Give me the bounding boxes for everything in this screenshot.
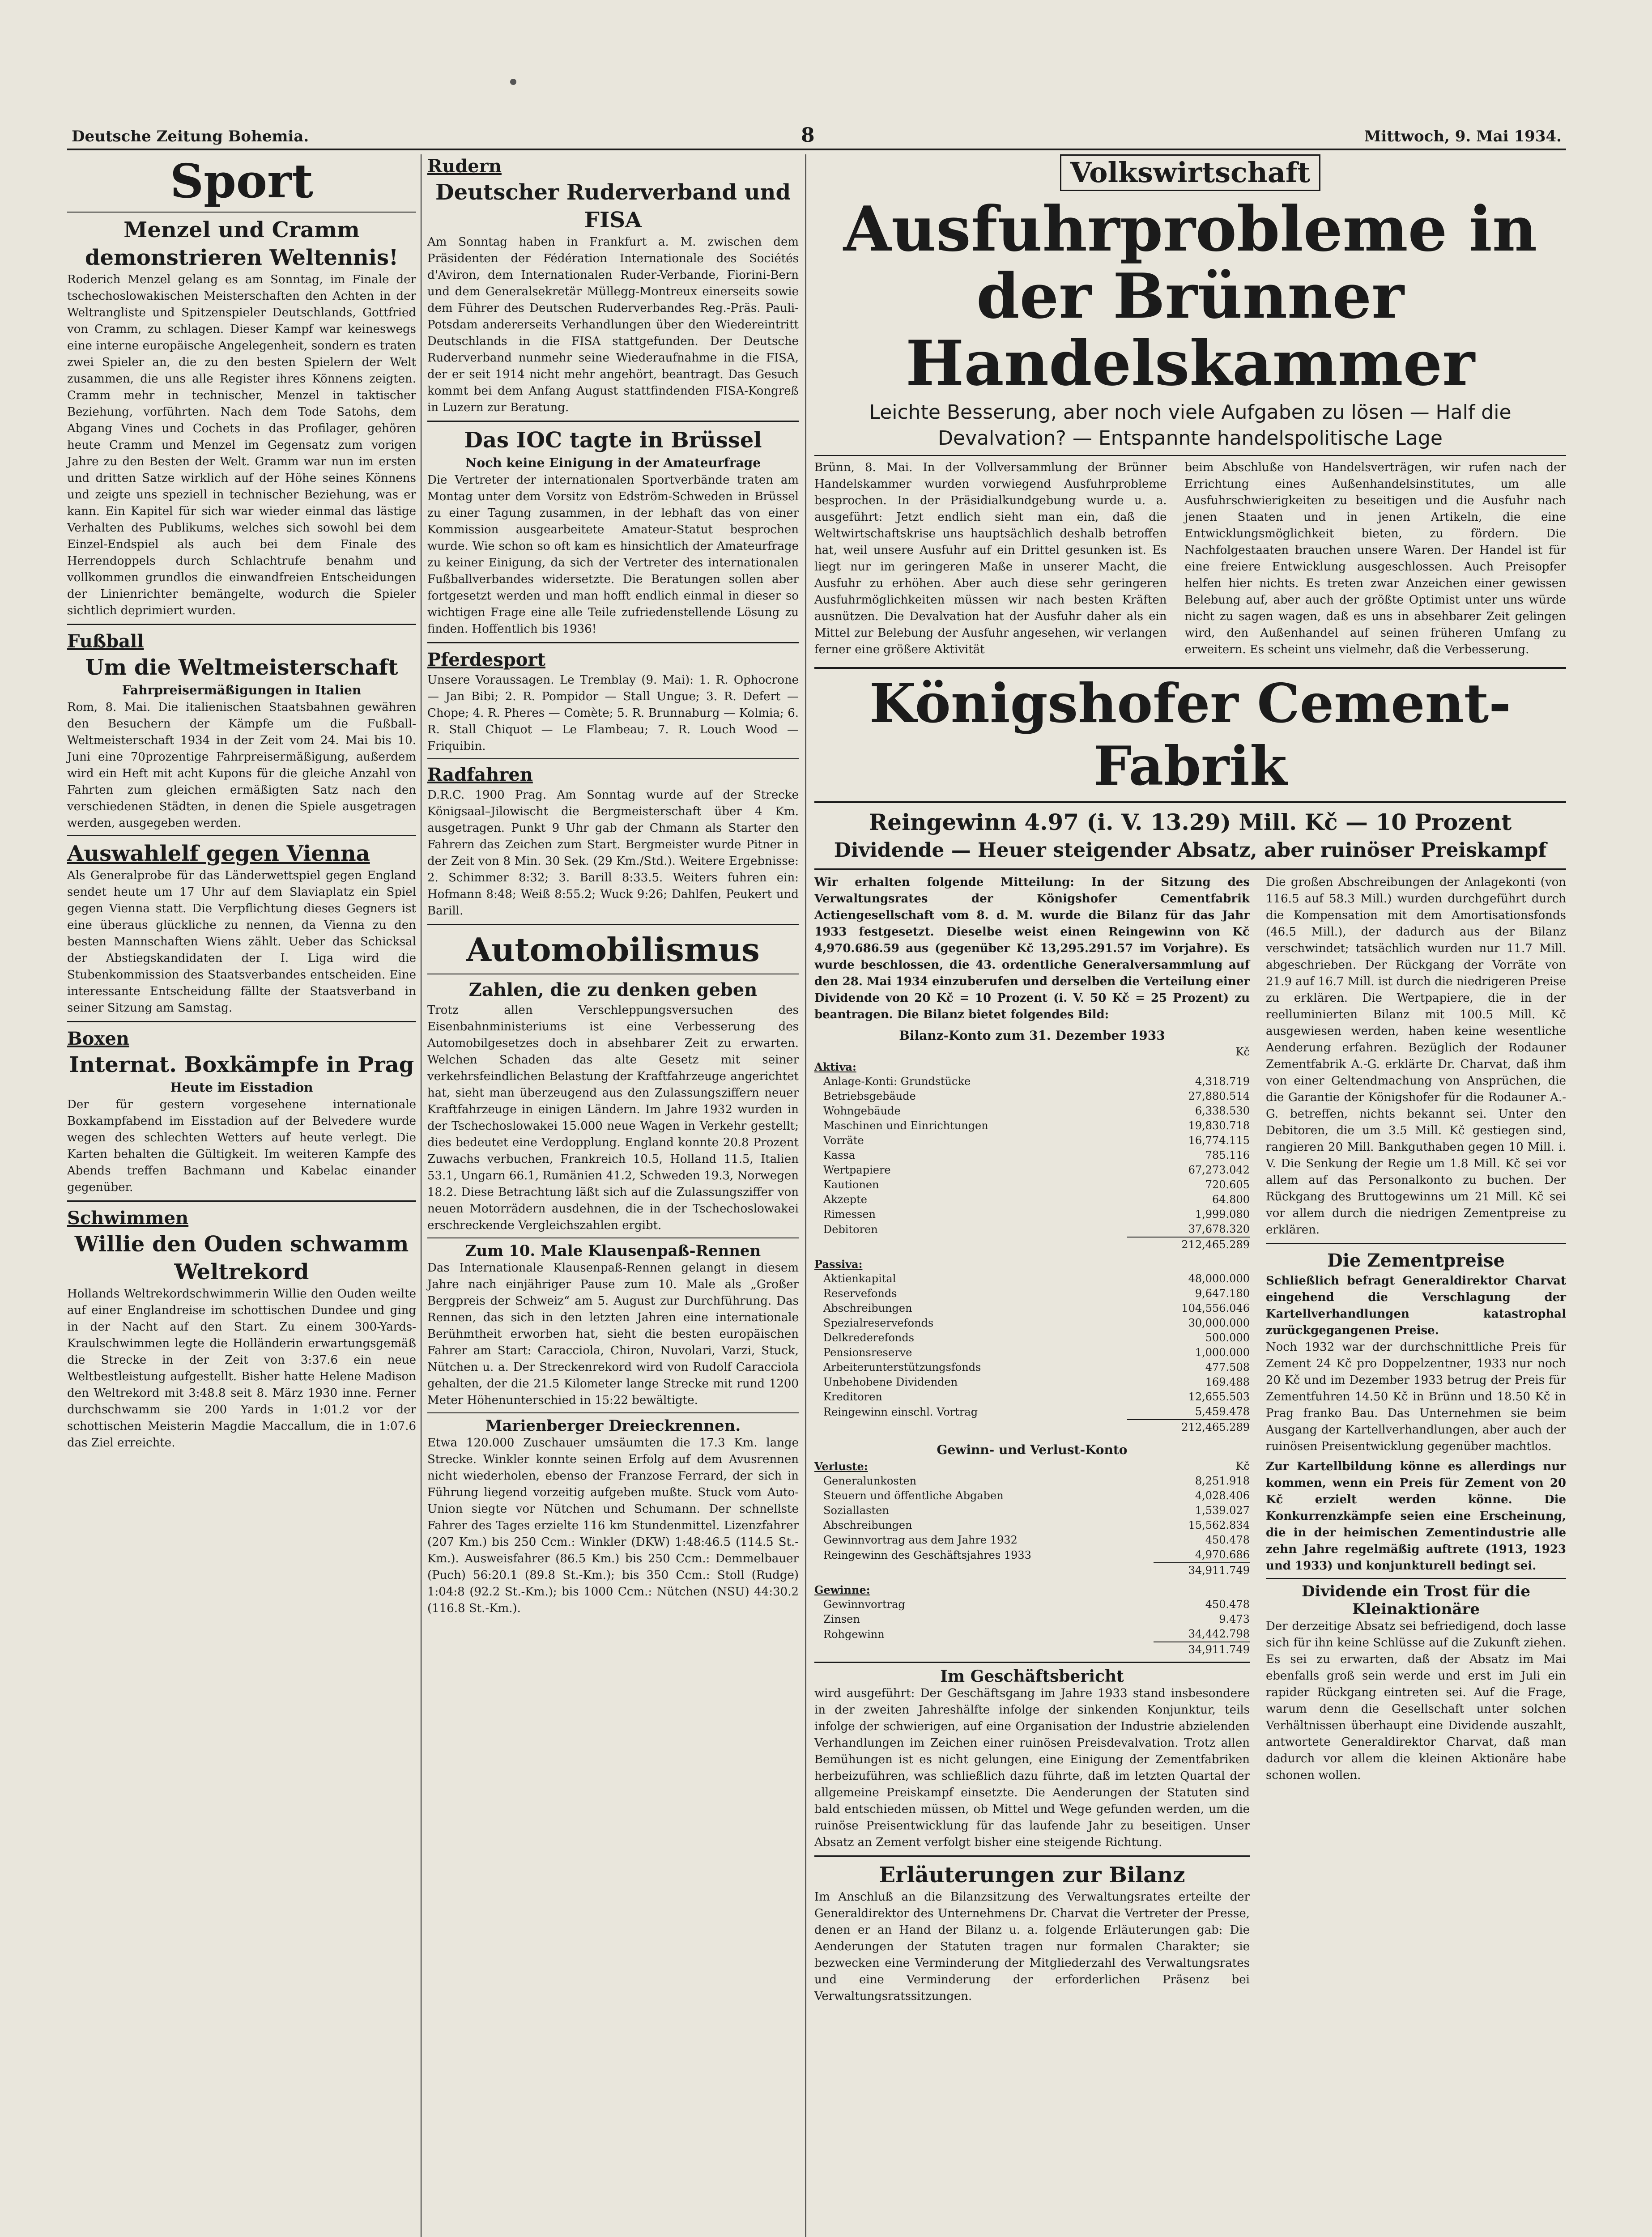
row-value: 12,655.503 <box>1188 1391 1250 1403</box>
table-row <box>814 1518 1250 1533</box>
zahlen-article: Trotz allen Verschleppungsversuchen des Eisenbahnministeriums ist eine Verbesserung des Automobilgesetzes doch in absehbarer Zeit zu erwarten. Welchen Schaden das alte Gesetz mit seiner verkehrsfeindlichen Belastung der Kraftfahrzeuge angerichtet hat, sieht man überzeugend aus den Zulassungsziffern neuer Kraftfahrzeuge in einigen Ländern. Im Jahre 1932 wurden in der Tschechoslowakei 15.000 neue Wagen in Verkehr gestellt; dies bedeutet eine Verdopplung. England konnte 20.8 Prozent Zuwachs verbuchen, Frankreich 10.5, Holland 11.5, Italien 53.1, Ungarn 66.1, Rumänien 41.2, Schweden 19.3, Norwegen 18.2. Diese Betrachtung läßt sich auf die Zulassungsziffer von neuen Motorrädern ausdehnen, die in der Tschechoslowakei erschreckende Vergleichszahlen ergibt. <box>427 1004 799 1232</box>
row-label: Anlage-Konti: Grundstücke <box>823 1075 971 1088</box>
row-value: 6,338.530 <box>1195 1105 1250 1117</box>
row-value: 19,830.718 <box>1188 1119 1250 1132</box>
row-value: 48,000.000 <box>1188 1272 1250 1285</box>
cement-subheadline-2: Dividende — Heuer steigender Absatz, aber ruinöser Preiskampf <box>834 839 1547 862</box>
table-row <box>814 1272 1250 1286</box>
row-label: Vorräte <box>823 1134 864 1147</box>
table-row <box>814 1597 1250 1612</box>
ioc-article: Die Vertreter der internationalen Sportverbände traten am Montag unter dem Vorsitz von Edström-Schweden in Brüssel zu einer Tagung zusammen, in der lebhaft das von einer Kommission ausgearbeitete Amateur-Statut besprochen wurde. Wie schon so oft kam es hinsichtlich der Amateurfrage zu keiner Einigung, da sich der Vertreter des internationalen Fußballverbandes widersetzte. Die Beratungen sollen aber fortgesetzt werden und man hofft endlich einmal in dieser so wichtigen Frage eine alle Teile zufriedenstellende Lösung zu finden. Hoffentlich bis 1936! <box>427 473 799 636</box>
divider <box>67 1200 416 1202</box>
row-value: 477.508 <box>1205 1361 1250 1374</box>
table-row <box>814 1089 1250 1104</box>
wm-headline: Um die Weltmeisterschaft <box>85 655 398 680</box>
row-value: 450.478 <box>1205 1598 1250 1611</box>
row-label: Akzepte <box>823 1193 867 1206</box>
column-divider <box>805 154 806 2237</box>
row-label: Maschinen und Einrichtungen <box>823 1119 988 1132</box>
row-label: Rohgewinn <box>823 1628 885 1641</box>
divider <box>67 212 416 213</box>
swim-headline: Willie den Ouden schwamm Weltrekord <box>74 1232 409 1284</box>
table-row <box>814 1474 1250 1488</box>
table-row <box>814 1316 1250 1331</box>
table-row <box>814 1207 1250 1222</box>
row-value: 1,539.027 <box>1195 1504 1250 1517</box>
divider <box>1266 1578 1566 1579</box>
divider <box>1266 1243 1566 1244</box>
table-row <box>814 1345 1250 1360</box>
cement-subheadline-1: Reingewinn 4.97 (i. V. 13.29) Mill. Kč — 10 Prozent <box>869 809 1512 835</box>
bilanz-title: Bilanz-Konto zum 31. Dezember 1933 <box>899 1028 1165 1043</box>
divider <box>427 924 799 925</box>
row-value: 4,028.406 <box>1195 1489 1250 1502</box>
rudern-article: Am Sonntag haben in Frankfurt a. M. zwischen dem Präsidenten der Fédération Internationale des Sociétés d'Aviron, dem Internationalen Ruder-Verbande, Fiorini-Bern und dem Generalsekretär Müllegg-Montreux einerseits sowie dem Führer des Deutschen Ruderverbandes Reg.-Präs. Pauli-Potsdam andererseits Verhandlungen über den Wiedereintritt Deutschlands in die FISA stattgefunden. Der Deutsche Ruderverband nunmehr seine Wiederaufnahme in die FISA, der er seit 1914 nicht mehr angehört, beantragt. Das Gesuch kommt bei dem Anfang August stattfindenden FISA-Kongreß in Luzern zur Beratung. <box>427 235 799 414</box>
section-rudern: Rudern <box>427 156 502 177</box>
row-value: 169.488 <box>1205 1376 1250 1388</box>
erlaeuterungen-headline: Erläuterungen zur Bilanz <box>879 1863 1185 1888</box>
auswahl-article: Als Generalprobe für das Länderwettspiel gegen England sendet heute um 17 Uhr auf dem Slaviaplatz ein Spiel gegen Vienna statt. Die Verpflichtung dieses Gegners ist eine überaus glückliche zu nennen, da Vienna zu den besten Mannschaften Wiens zählt. Ueber das Schicksal der Abstiegskandidaten der I. Liga wird die Stubenkommission des Staatsverbandes entscheiden. Eine interessante Entscheidung fällte der Staatsverband in seiner Sitzung am Samstag. <box>67 869 416 1015</box>
row-value: 8,251.918 <box>1195 1475 1250 1487</box>
row-value: 4,318.719 <box>1195 1075 1250 1088</box>
table-row <box>814 1488 1250 1503</box>
economy-column <box>814 154 1566 2005</box>
marien-headline: Marienberger Dreieckrennen. <box>485 1417 741 1435</box>
row-label: Kreditoren <box>823 1391 882 1403</box>
pferde-article: Unsere Voraussagen. Le Tremblay (9. Mai): 1. R. Ophocrone — Jan Bibi; 2. R. Pompidor — Stall Ungue; 3. R. Defert — Chope; 4. R. Pheres — Comète; 5. R. Brunnaburg — Kolmia; 6. R. Stall Chiquot — Le Flambeau; 7. R. Louch Wood — Friquibin. <box>427 673 799 753</box>
bilanz-commentary: Die großen Abschreibungen der Anlagekonti (von 116.5 auf 58.3 Mill.) wurden durchgeführt durch die Kompensation mit dem Amortisationsfonds (46.5 Mill.), der dadurch aus der Bilanz verschwindet; tatsächlich wurden nur 11.7 Mill. abgeschrieben. Der Rückgang der Vorräte von 21.9 auf 16.7 Mill. ist durch die niedrigeren Preise zu erklären. Die Wertpapiere, die in der reelluminierten Bilanz mit 100.5 Mill. Kč ausgewiesen werden, haben keine wesentliche Aenderung erfahren. Bezüglich der Rodauner Zementfabrik A.-G. erklärte Dr. Charvat, daß ihm von einer Geltendmachung von Ansprüchen, die die Garantie der Königshofer für die Rodauner A.-G. betreffen, nichts bekannt sei. Unter den Debitoren, die um 3.5 Mill. Kč gestiegen sind, rangieren 20 Mill. Bankguthaben gegen 10 Mill. i. V. Die Senkung der Regie um 1.8 Mill. Kč sei vor allem auf das Personalkonto zu buchen. Der Rückgang des Bruttogewinns um 21 Mill. Kč sei vor allem durch die niedrigen Zementpreise zu erklären. <box>1265 876 1566 1237</box>
aktiva-total: 212,465.289 <box>1127 1237 1250 1252</box>
row-value: 500.000 <box>1205 1331 1250 1344</box>
zahlen-headline: Zahlen, die zu denken geben <box>468 979 758 1000</box>
section-title-sport: Sport <box>170 153 314 208</box>
table-row <box>814 1404 1250 1420</box>
divider <box>67 1021 416 1022</box>
marien-article: Etwa 120.000 Zuschauer umsäumten die 17.3 Km. lange Strecke. Winkler konnte seinen Erfolg auf dem Avusrennen nicht wiederholen, ebenso der Franzose Ferrard, der sich in Führung liegend vorzeitig aufgeben mußte. Stuck vom Auto-Union siegte vor Nütchen und Schumann. Der schnellste Fahrer des Tages erzielte 116 km Stundenmittel. Lizenzfahrer (207 Km.) bis 250 Ccm.: Winkler (DKW) 1:48:46.5 (114.5 St.-Km.). Ausweisfahrer (86.5 Km.) bis 250 Ccm.: Demmelbauer (Puch) 56:20.1 (89.8 St.-Km.); bis 350 Ccm.: Stoll (Rudge) 1:04:8 (92.2 St.-Km.); bis 1000 Ccm.: Nütchen (NSU) 44:30.2 (116.8 St.-Km.). <box>427 1436 799 1615</box>
verluste-total: 34,911.749 <box>1154 1563 1250 1578</box>
row-value: 64.800 <box>1212 1193 1250 1206</box>
row-value: 37,678.320 <box>1188 1223 1250 1235</box>
row-label: Kautionen <box>823 1178 879 1191</box>
klausen-headline: Zum 10. Male Klausenpaß-Rennen <box>465 1242 761 1260</box>
bilanz-table <box>814 1045 1250 1435</box>
wm-article: Rom, 8. Mai. Die italienischen Staatsbahnen gewähren den Besuchern der Kämpfe um die Fußball-Weltmeisterschaft 1934 in der Zeit vom 24. Mai bis 10. Juni eine 70prozentige Fahrpreisermäßigung, außerdem wird ein Heft mit acht Kupons für die gleiche Anzahl von Fahrten zum gleichen ermäßigten Satz nach den verschiedenen Städten, in denen die Spiele ausgetragen werden, ausgegeben werden. <box>67 701 416 830</box>
wm-subheadline: Fahrpreisermäßigungen in Italien <box>122 683 362 697</box>
guv-table <box>814 1459 1250 1657</box>
box-headline: Internat. Boxkämpfe in Prag <box>69 1052 414 1077</box>
rad-article: D.R.C. 1900 Prag. Am Sonntag wurde auf der Strecke Königsaal–Jilowischt die Bergmeisterschaft über 4 Km. ausgetragen. Punkt 9 Uhr gab der Chmann als Starter den Fahrern das Zeichen zum Start. Bergmeister wurde Pitner in der Zeit von 8 Min. 30 Sek. (29 Km./Std.). Weitere Ergebnisse: 2. Schimmer 8:32; 3. Barill 8:33.5. Weiters fuhren ein: Hofmann 8:48; Weiß 8:55.2; Wuck 9:26; Dahlfen, Peukert und Barill. <box>427 788 799 918</box>
row-label: Unbehobene Dividenden <box>823 1376 958 1388</box>
currency-label: Kč <box>1235 1046 1250 1058</box>
table-row <box>814 1533 1250 1548</box>
currency-label: Kč <box>1235 1460 1250 1472</box>
table-row <box>814 1360 1250 1375</box>
row-value: 785.116 <box>1205 1149 1250 1161</box>
box-subheadline: Heute im Eisstadion <box>170 1080 313 1095</box>
passiva-total: 212,465.289 <box>1127 1420 1250 1435</box>
issue-date: Mittwoch, 9. Mai 1934. <box>1364 128 1562 145</box>
auswahl-headline: Auswahlelf gegen Vienna <box>67 841 370 866</box>
cement-intro: Wir erhalten folgende Mitteilung: In der Sitzung des Verwaltungsrates der Königshofer Cementfabrik Actiengesellschaft vom 8. d. M. wurde die Bilanz für das Jahr 1933 festgesetzt. Dieselbe weist einen Reingewinn von Kč 4,970.686.59 aus (gegenüber Kč 13,295.291.57 im Vorjahre). Es wurde beschlossen, die 43. ordentliche Generalversammlung auf den 28. Mai 1934 einzuberufen und derselben die Verteilung einer Dividende von 20 Kč = 10 Prozent (i. V. 50 Kč = 25 Prozent) zu beantragen. Die Bilanz bietet folgendes Bild: <box>814 876 1250 1021</box>
row-label: Aktienkapital <box>823 1272 896 1285</box>
row-label: Gewinnvortrag aus dem Jahre 1932 <box>823 1534 1018 1546</box>
table-row <box>814 1390 1250 1404</box>
page-number: 8 <box>801 124 815 147</box>
economy-article-right: beim Abschluße von Handelsverträgen, wir rufen nach der Errichtung eines Außenhandelsinstitutes, um alle Ausfuhrschwierigkeiten zu beseitigen und die Ausfuhr nach jenen Staaten und in jenen Artikeln, die eine Entwicklungsmöglichkeit bieten, zu fördern. Die Nachfolgestaaten brauchen unsere Waren. Der Handel ist für eine freiere Entwicklung ausgeschlossen. Auch Preisopfer helfen hier nichts. Es treten zwar Anzeichen einer gewissen Belebung auf, aber auch der größte Optimist unter uns würde nicht zu sagen wagen, daß es uns in absehbarer Zeit gelingen wird, den Außenhandel auf seinen früheren Umfang zu erweitern. Es scheint uns vielmehr, daß die Verbesserung. <box>1184 461 1566 656</box>
section-volkswirtschaft: Volkswirtschaft <box>1060 154 1321 191</box>
table-row <box>814 1331 1250 1345</box>
row-label: Betriebsgebäude <box>823 1090 916 1102</box>
row-label: Arbeiterunterstützungsfonds <box>823 1361 981 1374</box>
guv-title: Gewinn- und Verlust-Konto <box>937 1442 1128 1457</box>
divider <box>814 1855 1250 1857</box>
dividende-article: Der derzeitige Absatz sei befriedigend, doch lasse sich für ihn keine Schlüsse auf die Zukunft ziehen. Es sei zu erwarten, daß der Absatz im Mai ebenfalls groß sein werde und erst im Juli ein rapider Rückgang eintreten sei. Auf die Frage, warum denn die Gesellschaft unter solchen Verhältnissen überhaupt eine Dividende auszahlt, antwortete Generaldirektor Charvat, daß man dadurch vor allem die kleinen Aktionäre habe schonen wollen. <box>1265 1620 1566 1782</box>
ioc-subheadline: Noch keine Einigung in der Amateurfrage <box>465 455 761 470</box>
row-label: Wertpapiere <box>823 1164 891 1176</box>
row-label: Reservefonds <box>823 1287 897 1300</box>
divider <box>814 455 1566 456</box>
divider <box>67 624 416 625</box>
row-value: 15,562.834 <box>1188 1519 1250 1531</box>
kartell-lead: Zur Kartellbildung könne es allerdings nur kommen, wenn ein Preis für Zement von 20 Kč erzielt werden könne. Die Konkurrenzkämpfe seien eine Erscheinung, die in der heimischen Zementindustrie alle zehn Jahre regelmäßig auftrete (1913, 1923 und 1933) und konjunkturell bedingt sei. <box>1265 1460 1566 1573</box>
divider <box>67 835 416 836</box>
row-label: Kassa <box>823 1149 856 1161</box>
divider <box>814 1662 1250 1663</box>
zementpreise-article: Noch 1932 war der durchschnittliche Preis für Zement 24 Kč pro Doppelzentner, 1933 nur noch 20 Kč und im Dezember 1933 betrug der Preis für Zementfuhren 14.50 Kč in Brünn und 18.50 Kč in Prag franko Bau. Das Unternehmen sie beim Ausgang der Kartellverhandlungen, aber auch der ruinösen Preisentwicklung gegenüber machtlos. <box>1265 1340 1566 1453</box>
row-value: 720.605 <box>1205 1178 1250 1191</box>
row-value: 27,880.514 <box>1188 1090 1250 1102</box>
paper-name: Deutsche Zeitung Bohemia. <box>72 128 309 145</box>
bericht-article: wird ausgeführt: Der Geschäftsgang im Jahre 1933 stand insbesondere in der zweiten Jahreshälfte infolge der sinkenden Konjunktur, teils infolge der schwierigen, auf eine Organisation der Industrie abzielenden Verhandlungen im Zeichen einer ruinösen Preisdevalvation. Trotz allen Bemühungen ist es nicht gelungen, eine Einigung der Zementfabriken herbeizuführen, was schließlich dazu führte, daß im letzten Quartal der allgemeine Preiskampf einsetzte. Die Aenderungen der Statuten sind bald entschieden müssen, ob Mittel und Wege gefunden werden, um die ruinöse Preisentwicklung für das laufende Jahr zu beseitigen. Unser Absatz an Zement verfolgt bisher eine steigende Richtung. <box>814 1687 1250 1849</box>
divider <box>427 1412 799 1413</box>
row-value: 30,000.000 <box>1188 1317 1250 1329</box>
economy-subheadline: Leichte Besserung, aber noch viele Aufgaben zu lösen — Half die Devalvation? — Entspannte handelspolitische Lage <box>869 401 1511 450</box>
sport-column <box>67 154 416 1451</box>
klausen-article: Das Internationale Klausenpaß-Rennen gelangt in diesem Jahre nach einjähriger Pause zum 10. Male als „Großer Bergpreis der Schweiz“ am 5. August zur Durchführung. Das Rennen, das sich in den letzten Jahren eine internationale Berühmtheit erworben hat, sieht die besten europäischen Fahrer am Start: Caracciola, Chiron, Nuvolari, Varzi, Stuck, Nütchen u. a. Der Streckenrekord wird von Rudolf Caracciola gehalten, der die 21.5 Kilometer lange Strecke mit rund 1200 Meter Höhenunterschied in 15:22 bewältigte. <box>427 1261 799 1407</box>
table-row <box>814 1301 1250 1316</box>
cement-headline: Königshofer Cement-Fabrik <box>869 672 1511 798</box>
swim-article: Hollands Weltrekordschwimmerin Willie den Ouden weilte auf einer Englandreise im schottischen Dundee und ging in der Nacht auf den Start. Zu einem 300-Yards-Kraulschwimmen legte die Holländerin erwartungsgemäß die Strecke in der Zeit von 3:37.6 ein neue Weltbestleistung aufgestellt. Bisher hatte Helene Madison den Weltrekord mit 3:48.8 seit 8. März 1930 inne. Ferner durchschwamm sie 200 Yards in 1:01.2 vor der schottischen Meisterin Magdie Maccallum, die in 1:07.6 das Ziel erreichte. <box>67 1287 416 1450</box>
table-row <box>814 1222 1250 1237</box>
divider <box>427 421 799 422</box>
row-value: 9.473 <box>1219 1613 1250 1625</box>
row-label: Rimessen <box>823 1208 876 1221</box>
row-label: Debitoren <box>823 1223 878 1236</box>
row-label: Pensionsreserve <box>823 1346 912 1359</box>
aktiva-label: Aktiva: <box>814 1060 856 1073</box>
table-row <box>814 1627 1250 1642</box>
section-schwimmen: Schwimmen <box>67 1208 189 1229</box>
erlaeuterungen-article: Im Anschluß an die Bilanzsitzung des Verwaltungsrates erteilte der Generaldirektor des Unternehmens Dr. Charvat die Vertreter der Presse, denen er an Hand der Bilanz u. a. folgende Erläuterungen gab: Die Aenderungen der Statuten tragen nur formalen Charakter; sie bezwecken eine Verminderung der Mitgliederzahl des Verwaltungsrates und eine Verminderung der erforderlichen Präsenz bei Verwaltungsratssitzungen. <box>814 1890 1250 2003</box>
table-row <box>814 1548 1250 1563</box>
row-value: 67,273.042 <box>1188 1164 1250 1176</box>
table-row <box>814 1118 1250 1133</box>
row-label: Spezialreservefonds <box>823 1317 934 1329</box>
row-label: Abschreibungen <box>823 1519 912 1531</box>
row-label: Wohngebäude <box>823 1105 901 1117</box>
gewinne-total: 34,911.749 <box>1154 1642 1250 1657</box>
punch-hole <box>510 79 516 85</box>
zementpreise-lead: Schließlich befragt Generaldirektor Charvat eingehend die Verschlagung der Kartellverhandlungen katastrophal zurückgegangenen Preise. <box>1265 1274 1566 1337</box>
section-automobilismus: Automobilismus <box>466 931 760 969</box>
bericht-headline: Im Geschäftsbericht <box>940 1667 1124 1686</box>
table-row <box>814 1163 1250 1178</box>
table-row <box>814 1612 1250 1627</box>
row-value: 9,647.180 <box>1195 1287 1250 1300</box>
row-value: 1,999.080 <box>1195 1208 1250 1221</box>
row-value: 4,970.686 <box>1195 1548 1250 1561</box>
row-value: 16,774.115 <box>1188 1134 1250 1147</box>
menzel-article: Roderich Menzel gelang es am Sonntag, im Finale der tschechoslowakischen Meisterschaften den Achten in der Weltrangliste und Spitzenspieler Deutschlands, Gottfried von Cramm, zu schlagen. Dieser Kampf war keineswegs eine interne europäische Angelegenheit, sondern es traten zwei Spieler an, die zu den besten Spielern der Welt zusammen, die uns alle Register ihres Könnens zeigten. Cramm mehr in technischer, Menzel in taktischer Beziehung, vorführten. Nach dem Tode Satohs, dem Abgang Vines und Cochets in das Profilager, gehören heute Cramm und Menzel im Gegensatz zum vorigen Jahre zu den Besten der Welt. Gramm war nun im ersten und dritten Satze wirklich auf der Höhe seines Könnens und zeigte uns speziell in technischer Beziehung, was er kann. Ein Kapitel für sich war wieder einmal das lästige Verhalten des Publikums, welches sich sowohl bei dem Einzel-Endspiel als auch bei dem Finale des Herrendoppels durch Schlachtrufe benahm und vollkommen grundlos die einwandfreien Entscheidungen der Linienrichter bemängelte, wodurch die Spieler sichtlich deprimiert wurden. <box>67 273 416 617</box>
row-label: Delkrederefonds <box>823 1331 915 1344</box>
ioc-headline: Das IOC tagte in Brüssel <box>464 428 762 453</box>
table-row <box>814 1178 1250 1192</box>
row-value: 104,556.046 <box>1181 1302 1250 1314</box>
passiva-label: Passiva: <box>814 1258 863 1271</box>
row-label: Gewinnvortrag <box>823 1598 905 1611</box>
row-label: Reingewinn einschl. Vortrag <box>823 1405 978 1418</box>
row-value: 1,000.000 <box>1195 1346 1250 1359</box>
sport-column-2 <box>427 154 799 1617</box>
table-row <box>814 1192 1250 1207</box>
section-fussball: Fußball <box>67 631 144 652</box>
rudern-headline: Deutscher Ruderverband und FISA <box>435 180 791 233</box>
row-value: 5,459.478 <box>1195 1405 1250 1418</box>
zementpreise-headline: Die Zementpreise <box>1327 1250 1505 1271</box>
table-row <box>814 1503 1250 1518</box>
table-row <box>814 1074 1250 1089</box>
table-row <box>814 1375 1250 1390</box>
divider <box>427 758 799 759</box>
economy-article-left: Brünn, 8. Mai. In der Vollversammlung der Brünner Handelskammer wurden vorwiegend Ausfuhrprobleme besprochen. In der Präsidialkundgebung wurde u. a. ausgeführt: Jetzt endlich sieht man ein, daß die Weltwirtschaftskrise uns hauptsächlich deshalb betroffen hat, weil unsere Ausfuhr auf ein Drittel gesunken ist. Es liegt nur im geringeren Maße in unserer Macht, die Ausfuhr zu erhöhen. Aber auch diese sehr geringeren Ausfuhrmöglichkeiten müssen wir nach besten Kräften ausnützen. Die Devalvation hat der Ausfuhr daher als ein Mittel zur Belebung der Ausfuhr angesehen, wir verlangen ferner eine größere Aktivität <box>814 461 1167 656</box>
column-divider <box>421 154 422 2237</box>
dividende-headline: Dividende ein Trost für die Kleinaktionäre <box>1301 1582 1531 1618</box>
section-pferdesport: Pferdesport <box>427 649 545 670</box>
table-row <box>814 1133 1250 1148</box>
row-label: Generalunkosten <box>823 1475 917 1487</box>
table-row <box>814 1148 1250 1163</box>
section-radfahren: Radfahren <box>427 764 533 785</box>
section-boxen: Boxen <box>67 1028 129 1049</box>
row-label: Abschreibungen <box>823 1302 912 1314</box>
table-row <box>814 1286 1250 1301</box>
verluste-label: Verluste: <box>814 1460 868 1473</box>
divider <box>814 868 1566 870</box>
masthead-rule <box>67 149 1566 150</box>
economy-headline: Ausfuhrprobleme in der Brünner Handelskammer <box>843 192 1537 400</box>
box-article: Der für gestern vorgesehene internationale Boxkampfabend im Eisstadion auf der Belvedere wurde wegen des schlechten Wetters auf heute verlegt. Die Karten behalten die Gültigkeit. Im weiteren Kampfe des Abends treffen Bachmann und Kabelac einander gegenüber. <box>67 1098 416 1194</box>
gewinne-label: Gewinne: <box>814 1583 870 1596</box>
row-value: 450.478 <box>1205 1534 1250 1546</box>
row-label: Soziallasten <box>823 1504 889 1517</box>
row-value: 34,442.798 <box>1188 1628 1250 1640</box>
row-label: Steuern und öffentliche Abgaben <box>823 1489 1004 1502</box>
divider <box>427 642 799 643</box>
menzel-headline: Menzel und Cramm demonstrieren Weltennis! <box>85 217 399 270</box>
row-label: Zinsen <box>823 1613 860 1625</box>
row-label: Reingewinn des Geschäftsjahres 1933 <box>823 1548 1031 1561</box>
masthead <box>72 124 1562 150</box>
table-row <box>814 1104 1250 1118</box>
